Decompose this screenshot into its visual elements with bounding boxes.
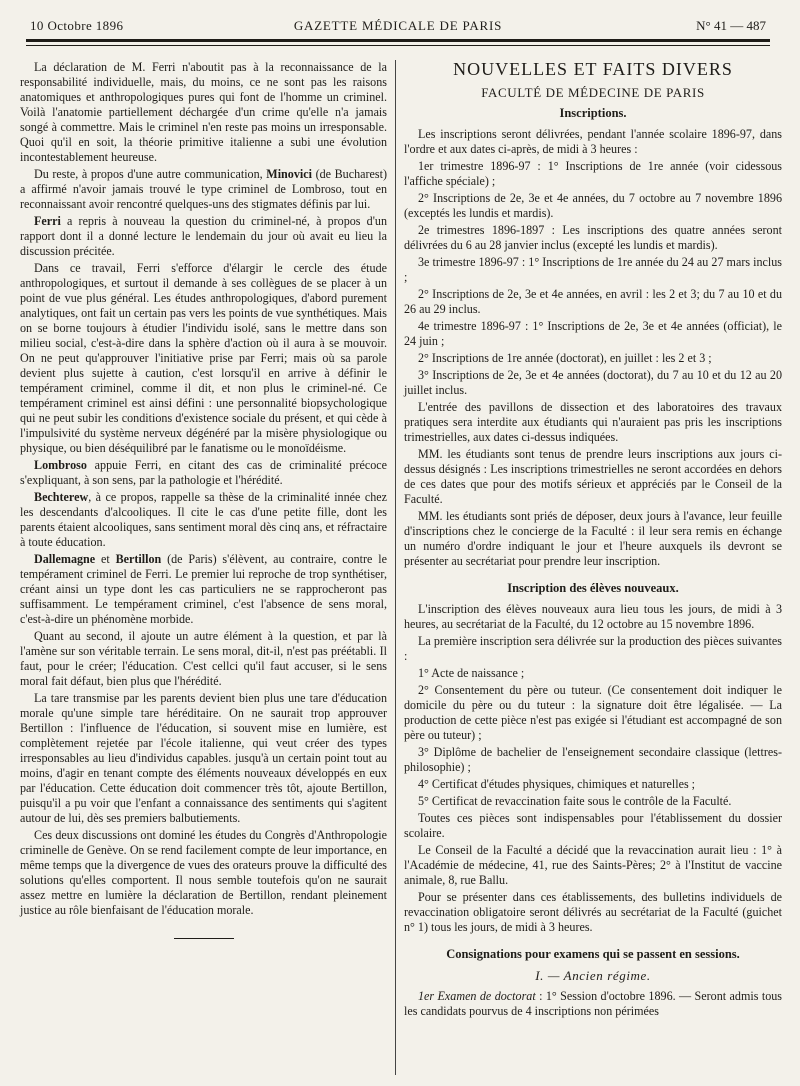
paragraph: 2° Inscriptions de 1re année (doctorat), en juillet : les 2 et 3 ; (418, 351, 712, 365)
paragraph: La première inscription sera délivrée sur la production des pièces suivantes : (404, 634, 782, 663)
paragraph: Toutes ces pièces sont indispensables pour l'établissement du dossier scolaire. (404, 811, 782, 840)
author-name: Minovici (266, 167, 312, 181)
paragraph: Lombroso appuie Ferri, en citant des cas de criminalité précoce s'expliquant, à son sens, par la pathologie et l'hérédité. (20, 458, 387, 487)
inscriptions-heading: Inscriptions. (559, 106, 627, 120)
paragraph: MM. les étudiants sont tenus de prendre leurs inscriptions aux jours ci-dessus désignés : Les inscriptions trimestrielles ne seront accordées en dehors de ces dates que pour des motifs sérieux et appréciés par le Conseil de la Faculté. (404, 447, 782, 506)
paragraph: Bechterew, à ce propos, rappelle sa thèse de la criminalité innée chez les descendants d'alcooliques. Il cite le cas d'une petite fille, dont les parents étaient alcooliques, sans sentiment moral dès cinq ans, et réfractaire à toute éducation. (20, 490, 387, 549)
paragraph: Ferri a repris à nouveau la question du criminel-né, à propos d'un rapport dont il a donné lecture le lendemain du jour où avait eu lieu la discussion précitée. (20, 214, 387, 258)
paragraph: 1er Examen de doctorat : 1° Session d'octobre 1896. — Seront admis tous les candidats pourvus de 4 inscriptions non périmées (404, 989, 782, 1018)
end-rule (174, 938, 234, 939)
paragraph: 2° Inscriptions de 2e, 3e et 4e années, en avril : les 2 et 3; du 7 au 10 et du 26 au 29 inclus. (404, 287, 782, 316)
header-rule-thick (26, 39, 770, 42)
paragraph: 1er trimestre 1896-97 : 1° Inscriptions de 1re année (voir cidessous l'affiche spéciale) ; (404, 159, 782, 188)
author-name: Bechterew (34, 490, 89, 504)
exam-title: 1er Examen de doctorat (418, 989, 536, 1003)
paragraph: Le Conseil de la Faculté a décidé que la revaccination aurait lieu : 1° à l'Académie de médecine, 41, rue des Saints-Pères; 2° à l'Institut de vaccine animale, 8, rue Ballu. (404, 843, 782, 887)
list-item: 2° Consentement du père ou tuteur. (Ce consentement doit indiquer le domicile du père ou du tuteur : la signature doit être légalisée. — La production de cette pièce n'est pas exigée si l'étudiant est accompagné de son père ou tuteur) ; (404, 683, 782, 742)
header-rule-thin (26, 45, 770, 46)
right-column (404, 60, 782, 1021)
author-name: Dallemagne (34, 552, 96, 566)
paragraph: Quant au second, il ajoute un autre élément à la question, et par là l'amène sur son véritable terrain. Le sens moral, dit-il, n'est pas préétabli. Il faut, pour le créer; l'éducation. C'est cellci qu'il faut accuser, si le sens moral fait défaut, bien plus que l'hérédité. (20, 629, 387, 688)
list-item: 1° Acte de naissance ; (418, 666, 525, 680)
subsection-title: FACULTÉ DE MÉDECINE DE PARIS (481, 85, 705, 100)
paragraph: MM. les étudiants sont priés de déposer, deux jours à l'avance, leur feuille d'inscriptions chez le concierge de la Faculté : il leur sera remis en échange un numéro d'ordre indiquant le jour et l'heure auxquels ils devront se présenter au secrétariat pour prendre leur inscription. (404, 509, 782, 568)
paragraph: 4e trimestre 1896-97 : 1° Inscriptions de 2e, 3e et 4e années (officiat), le 24 juin ; (404, 319, 782, 348)
paragraph: L'entrée des pavillons de dissection et des laboratoires des travaux pratiques sera interdite aux étudiants qui n'auraient pas pris les inscriptions trimestrielles, aux dates ci-dessus indiquées. (404, 400, 782, 444)
author-name: Ferri (34, 214, 61, 228)
paragraph: 3e trimestre 1896-97 : 1° Inscriptions de 1re année du 24 au 27 mars inclus ; (404, 255, 782, 284)
paragraph: Les inscriptions seront délivrées, pendant l'année scolaire 1896-97, dans l'ordre et aux dates ci-après, de midi à 3 heures : (404, 127, 782, 156)
header-title: GAZETTE MÉDICALE DE PARIS (293, 18, 503, 33)
paragraph: Pour se présenter dans ces établissements, des bulletins individuels de revaccination obligatoire seront délivrés au secrétariat de la Faculté (guichet n° 1) tous les jours, de midi à 3 heures. (404, 890, 782, 934)
list-item: 3° Diplôme de bachelier de l'enseignement secondaire classique (lettres-philosophie) ; (404, 745, 782, 774)
paragraph: 3° Inscriptions de 2e, 3e et 4e années (doctorat), du 7 au 10 et du 12 au 20 juillet inclus. (404, 368, 782, 397)
column-divider (395, 60, 396, 1075)
paragraph: La tare transmise par les parents devient bien plus une tare d'éducation morale qu'une simple tare héréditaire. On ne saurait trop approuver Bertillon : l'influence de l'éducation, si souvent mise en lumière, est complètement rejetée par l'école italienne, qui veut créer des types irresponsables au lieu d'individus capables. jusqu'à un certain point tout au moins, d'agir en tenant compte des éléments nouveaux développés en eux par l'éducation. Cette éducation doit commencer très tôt, ajoute Bertillon, puisqu'il a pu voir que l'enfant a connaissance des sentiments qui s'agitent autour de lui, dès ses premiers balbutiements. (20, 691, 387, 825)
list-item: 5° Certificat de revaccination faite sous le contrôle de la Faculté. (418, 794, 732, 808)
paragraph: Du reste, à propos d'une autre communication, Minovici (de Bucharest) a affirmé n'avoir jamais trouvé le type criminel de Lombroso, tout en reconnaissant avoir rencontré quelques-uns des stigmates définis par lui. (20, 167, 388, 211)
nouveaux-heading: Inscription des élèves nouveaux. (507, 581, 679, 595)
header-issue-page: N° 41 — 487 (696, 18, 766, 33)
paragraph: Dans ce travail, Ferri s'efforce d'élargir le cercle des étude anthropologiques, et surtout il demande à ses collègues de se placer à un point de vue plus général. Les études anthropologiques, d'abord purement analytiques, ont fait un certain pas vers les points de vue synthétiques. Mais on se borne toujours à étudier l'individu isolé, sans le mettre dans son milieu social, c'est-à-dire dans la sphère d'action où il aura à se mouvoir. On ne peut qu'approuver l'initiative prise par Ferri; mais où sa parole devient plus sujette à caution, c'est lorsqu'il en arrive à définir le tempérament criminel, comme il dit, et non plus le criminel-né. Ce tempérament criminel est ainsi défini : une personnalité biopsychologique qui ne peut subir les conditions d'existence sociale du présent, et qui cède à l'impulsivité du système nerveux dégénéré par la misère physiologique ou physique, ou bien déséquilibré par le fanatisme ou le monoïdéisme. (20, 261, 387, 455)
regime-heading: I. — Ancien régime. (535, 968, 651, 983)
paragraph: 2e trimestres 1896-1897 : Les inscriptions des quatre années seront délivrées du 6 au 28 janvier inclus (excepté les lundis et mardis). (404, 223, 782, 252)
running-header (26, 14, 770, 36)
paragraph: Ces deux discussions ont dominé les études du Congrès d'Anthropologie criminelle de Genève. On se rend facilement compte de leur importance, en même temps que la divergence de vues des orateurs prouve la difficulté des solutions qu'elles comportent. Il nous semble toutefois qu'on ne saurait assez mettre en lumière la déclaration de Bertillon, rendant pleinement justice au rôle bienfaisant de l'éducation morale. (20, 828, 387, 917)
header-date: 10 Octobre 1896 (30, 18, 124, 33)
author-name: Lombroso (34, 458, 87, 472)
paragraph: Dallemagne et Bertillon (de Paris) s'élèvent, au contraire, contre le tempérament criminel de Ferri. Le premier lui reproche de trop synthétiser, créant ainsi un type dont les cas particuliers ne se rapprocheront pas suffisamment. Le tempérament criminel, c'est l'absence de sens moral, c'est-à-dire un phénomène morbide. (20, 552, 387, 626)
list-item: 4° Certificat d'études physiques, chimiques et naturelles ; (418, 777, 696, 791)
consignations-heading: Consignations pour examens qui se passent en sessions. (446, 947, 740, 961)
paragraph: La déclaration de M. Ferri n'aboutit pas à la reconnaissance de la responsabilité individuelle, mais, du moins, ce ne sont pas les raisons anatomiques et anthropologiques pures qui font de l'homme un criminel. Voilà l'anatomie partiellement déchargée d'un crime qu'elle n'a jamais songé à commettre. Mais le criminel n'en reste pas moins un irresponsable. Quoi qu'il en soit, la théorie primitive italienne a subi une évolution incontestablement heureuse. (20, 60, 387, 164)
paragraph: L'inscription des élèves nouveaux aura lieu tous les jours, de midi à 3 heures, au secrétariat de la Faculté, du 12 octobre au 15 novembre 1896. (404, 602, 782, 631)
author-name: Bertillon (115, 552, 162, 566)
section-title: NOUVELLES ET FAITS DIVERS (453, 59, 733, 79)
paragraph: 2° Inscriptions de 2e, 3e et 4e années, du 7 octobre au 7 novembre 1896 (exceptés les lundis et mardis). (404, 191, 782, 220)
left-column (20, 60, 387, 939)
